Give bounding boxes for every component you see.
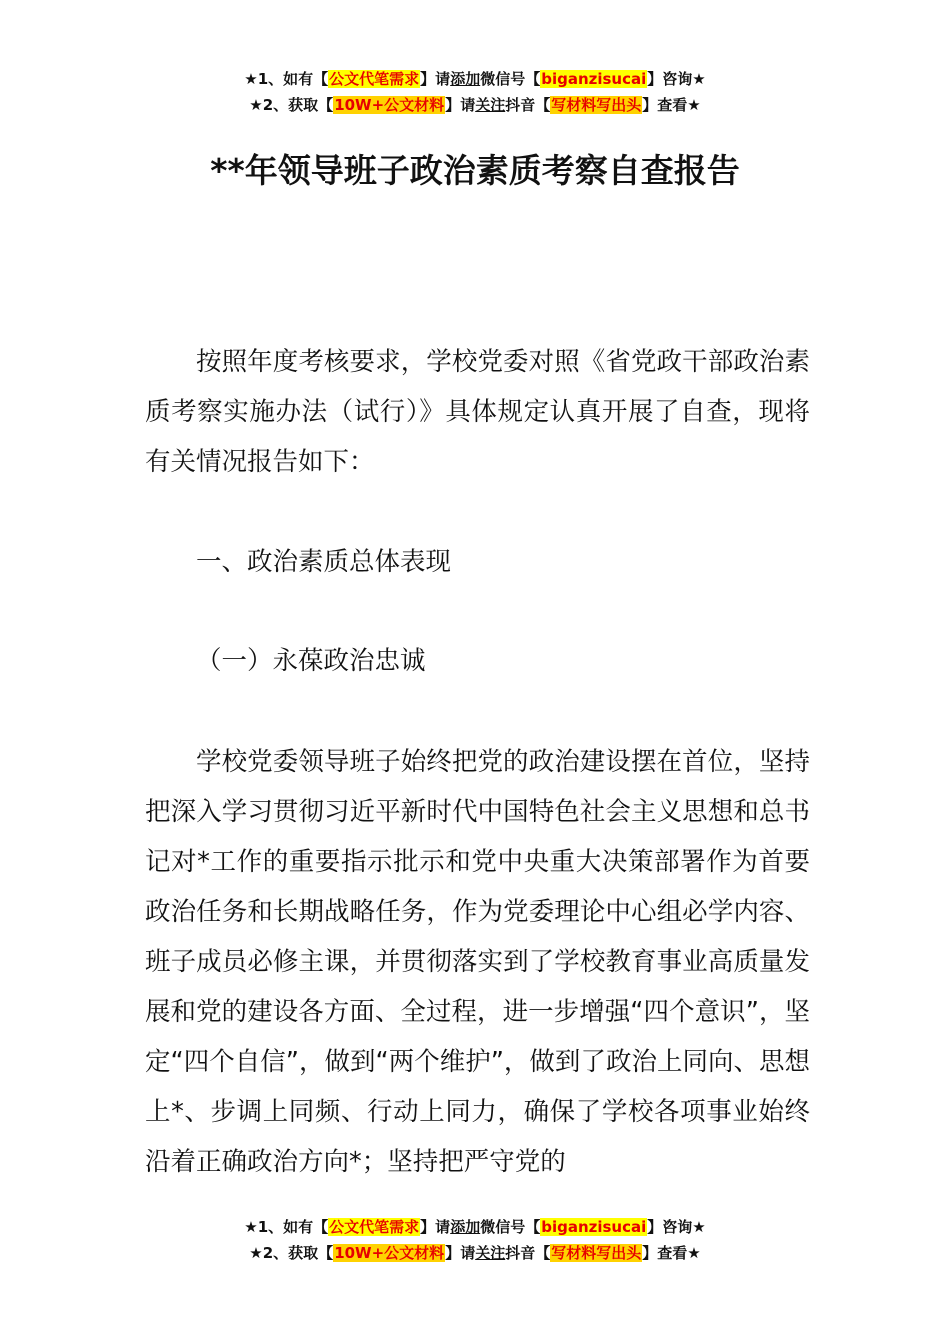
promo-text: 】请 (420, 1218, 451, 1236)
promo-douyin-id: 写材料写出头 (551, 1244, 642, 1262)
promo-prefix: ★2、获取【 (249, 1244, 334, 1262)
promo-wechat-id: biganzisucai (541, 70, 647, 88)
promo-text: 微信号【 (480, 1218, 541, 1236)
promo-highlight: 10W+公文材料 (334, 1244, 445, 1262)
promo-text: 】请 (420, 70, 451, 88)
promo-underlined: 添加 (450, 1218, 481, 1236)
promo-douyin-id: 写材料写出头 (551, 96, 642, 114)
promo-suffix: 】查看★ (642, 1244, 701, 1262)
header-promo-banner (0, 66, 950, 118)
document-title: **年领导班子政治素质考察自查报告 (210, 151, 740, 190)
header-promo-line-2 (0, 92, 950, 118)
promo-underlined: 添加 (450, 70, 481, 88)
footer-promo-line-1 (0, 1214, 950, 1240)
header-promo-line-1 (0, 66, 950, 92)
promo-text: 微信号【 (480, 70, 541, 88)
intro-block (145, 337, 810, 487)
intro-paragraph: 按照年度考核要求，学校党委对照《省党政干部政治素质考察实施办法（试行）》具体规定认真开展了自查，现将有关情况报告如下： (145, 347, 810, 477)
section-heading: 一、政治素质总体表现 (196, 547, 452, 577)
promo-prefix: ★1、如有【 (244, 1218, 329, 1236)
subsection-heading-block (145, 636, 810, 686)
promo-underlined: 关注 (475, 1244, 506, 1262)
promo-text: 】请 (445, 96, 476, 114)
body-paragraph: 学校党委领导班子始终把党的政治建设摆在首位，坚持把深入学习贯彻习近平新时代中国特色社会主义思想和总书记对*工作的重要指示批示和党中央重大决策部署作为首要政治任务和长期战略任务，作为党委理论中心组必学内容、班子成员必修主课，并贯彻落实到了学校教育事业高质量发展和党的建设各方面、全过程，进一步增强“四个意识”，坚定“四个自信”，做到“两个维护”，做到了政治上同向、思想上*、步调上同频、行动上同力，确保了学校各项事业始终沿着正确政治方向*；坚持把严守党的 (145, 747, 810, 1177)
promo-prefix: ★1、如有【 (244, 70, 329, 88)
subsection-heading: （一）永葆政治忠诚 (196, 646, 426, 676)
footer-promo-banner (0, 1214, 950, 1266)
body-block (145, 737, 810, 1187)
promo-highlight: 公文代笔需求 (329, 70, 420, 88)
promo-suffix: 】咨询★ (647, 70, 706, 88)
promo-text: 抖音【 (505, 96, 551, 114)
promo-underlined: 关注 (475, 96, 506, 114)
promo-text: 抖音【 (505, 1244, 551, 1262)
promo-prefix: ★2、获取【 (249, 96, 334, 114)
footer-promo-line-2 (0, 1240, 950, 1266)
promo-highlight: 公文代笔需求 (329, 1218, 420, 1236)
promo-suffix: 】咨询★ (647, 1218, 706, 1236)
promo-text: 】请 (445, 1244, 476, 1262)
promo-suffix: 】查看★ (642, 96, 701, 114)
promo-wechat-id: biganzisucai (541, 1218, 647, 1236)
promo-highlight: 10W+公文材料 (334, 96, 445, 114)
section-heading-block (145, 537, 810, 587)
